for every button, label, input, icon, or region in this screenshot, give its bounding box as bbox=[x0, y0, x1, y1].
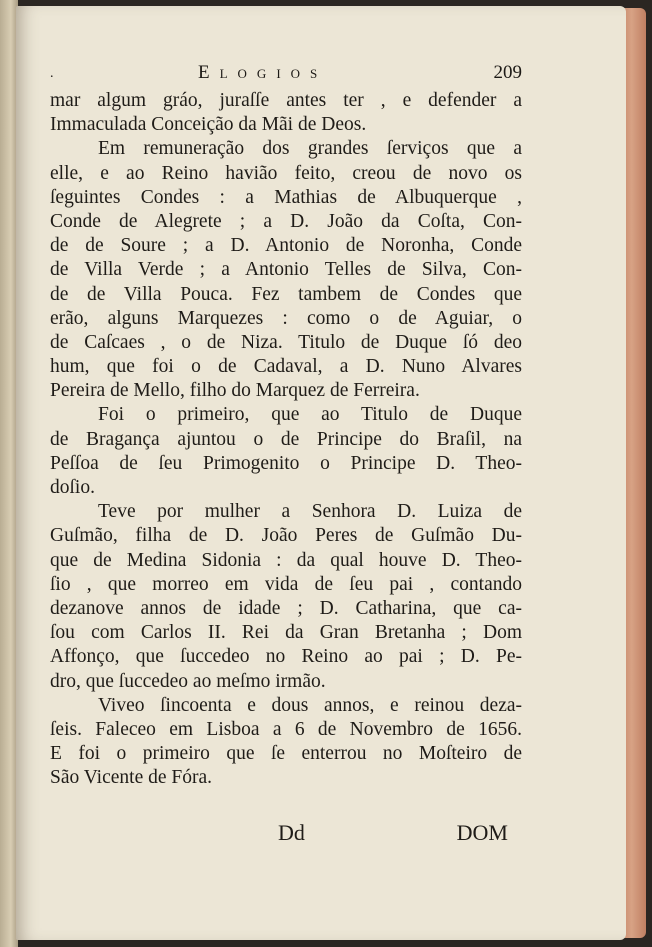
paragraph bbox=[50, 694, 522, 791]
text-line: que de Medina Sidonia : da qual houve D. Theo- bbox=[50, 549, 522, 571]
text-line: ſou com Carlos II. Rei da Gran Bretanha ; Dom bbox=[50, 622, 522, 644]
running-head bbox=[50, 62, 522, 86]
text-line: mar algum gráo, juraſſe antes ter , e defender a bbox=[50, 90, 522, 111]
running-head-dot: . bbox=[50, 66, 54, 81]
text-body bbox=[50, 89, 522, 790]
paragraph bbox=[50, 89, 522, 137]
text-line: ſeis. Faleceo em Lisboa a 6 de Novembro de 1656. bbox=[50, 718, 522, 740]
text-line: hum, que foi o de Cadaval, a D. Nuno Alvares bbox=[50, 356, 522, 378]
text-line: elle, e ao Reino havião feito, creou de novo os bbox=[50, 162, 522, 184]
catchword: DOM bbox=[456, 820, 508, 845]
text-line: dro, que ſuccedeo ao meſmo irmão. bbox=[50, 670, 326, 692]
text-line: de de Villa Pouca. Fez tambem de Condes que bbox=[50, 283, 522, 305]
text-line: Pereira de Mello, filho do Marquez de Ferreira. bbox=[50, 380, 420, 402]
page-footer bbox=[50, 820, 522, 850]
paragraph bbox=[50, 403, 522, 500]
text-line: Immaculada Conceição da Mãi de Deos. bbox=[50, 114, 367, 136]
signature-mark: Dd bbox=[278, 820, 305, 845]
text-line: doſio. bbox=[50, 477, 95, 498]
page-number: 209 bbox=[493, 62, 522, 83]
text-line: Peſſoa de ſeu Primogenito o Principe D. Theo- bbox=[50, 452, 522, 474]
paragraph bbox=[50, 500, 522, 694]
text-line: Viveo ſincoenta e dous annos, e reinou deza- bbox=[98, 694, 522, 716]
text-line: E foi o primeiro que ſe enterrou no Moſteiro de bbox=[50, 743, 522, 765]
text-line: Em remuneração dos grandes ſerviços que a bbox=[98, 138, 522, 160]
text-line: de Bragança ajuntou o de Principe do Braſil, na bbox=[50, 428, 522, 450]
text-line: ſio , que morreo em vida de ſeu pai , contando bbox=[50, 573, 522, 595]
text-line: de de Soure ; a D. Antonio de Noronha, Conde bbox=[50, 235, 522, 257]
text-line: Teve por mulher a Senhora D. Luiza de bbox=[98, 501, 522, 523]
text-line: de Caſcaes , o de Niza. Titulo de Duque ſó deo bbox=[50, 331, 522, 353]
text-line: Foi o primeiro, que ao Titulo de Duque bbox=[98, 404, 522, 426]
paragraph bbox=[50, 137, 522, 403]
text-line: Conde de Alegrete ; a D. João da Coſta, Con- bbox=[50, 210, 522, 232]
text-line: Affonço, que ſuccedeo no Reino ao pai ; D. Pe- bbox=[50, 646, 522, 668]
text-line: dezanove annos de idade ; D. Catharina, que ca- bbox=[50, 597, 522, 619]
text-line: de Villa Verde ; a Antonio Telles de Silva, Con- bbox=[50, 259, 522, 281]
text-line: São Vicente de Fóra. bbox=[50, 767, 213, 789]
text-line: ſeguintes Condes : a Mathias de Albuquerque , bbox=[50, 186, 522, 208]
running-head-title: Elogios bbox=[198, 62, 328, 83]
text-line: Guſmão, filha de D. João Peres de Guſmão Du- bbox=[50, 525, 522, 547]
text-line: erão, alguns Marquezes : como o de Aguiar, o bbox=[50, 307, 522, 329]
